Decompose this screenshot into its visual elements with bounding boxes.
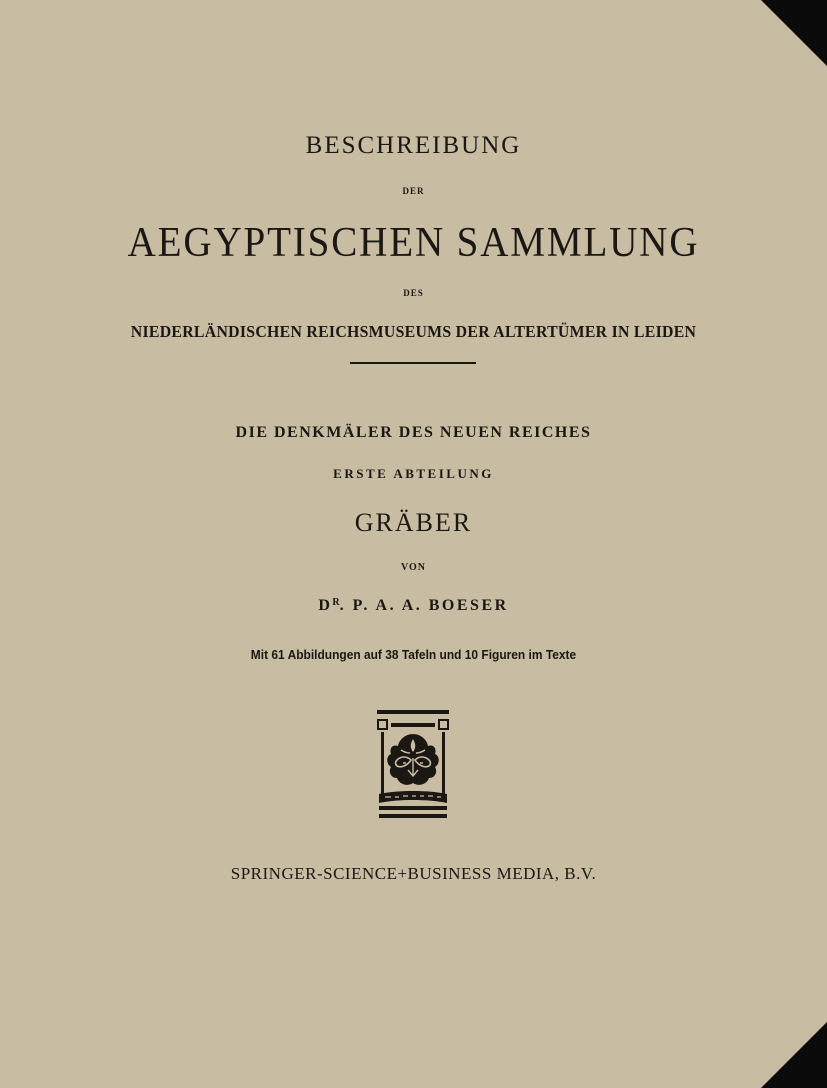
title-line-der: DER — [402, 186, 425, 196]
corner-bottom-right — [761, 1022, 827, 1088]
title-line-beschreibung: BESCHREIBUNG — [305, 132, 522, 159]
publisher: SPRINGER-SCIENCE+BUSINESS MEDIA, B.V. — [230, 864, 597, 883]
author-prefix-sup: R — [332, 597, 340, 608]
institution-name: NIEDERLÄNDISCHEN REICHSMUSEUMS DER ALTERTÜMER IN LEIDEN — [130, 322, 697, 341]
author-name: . P. A. A. BOESER — [339, 597, 509, 614]
subtitle-denkmaeler: DIE DENKMÄLER DES NEUEN REICHES — [235, 424, 592, 441]
springer-emblem-icon — [377, 710, 449, 822]
by-label: VON — [400, 562, 427, 573]
title-line-des: DES — [403, 288, 424, 298]
author — [0, 598, 827, 614]
corner-top-right — [761, 0, 827, 66]
divider-rule — [350, 362, 476, 364]
illustrations-note: Mit 61 Abbildungen auf 38 Tafeln und 10 Figuren im Texte — [250, 647, 577, 662]
author-prefix: D — [318, 597, 333, 614]
main-title: AEGYPTISCHEN SAMMLUNG — [127, 220, 700, 266]
volume-title: GRÄBER — [354, 508, 473, 537]
subtitle-abteilung: ERSTE ABTEILUNG — [333, 466, 494, 481]
